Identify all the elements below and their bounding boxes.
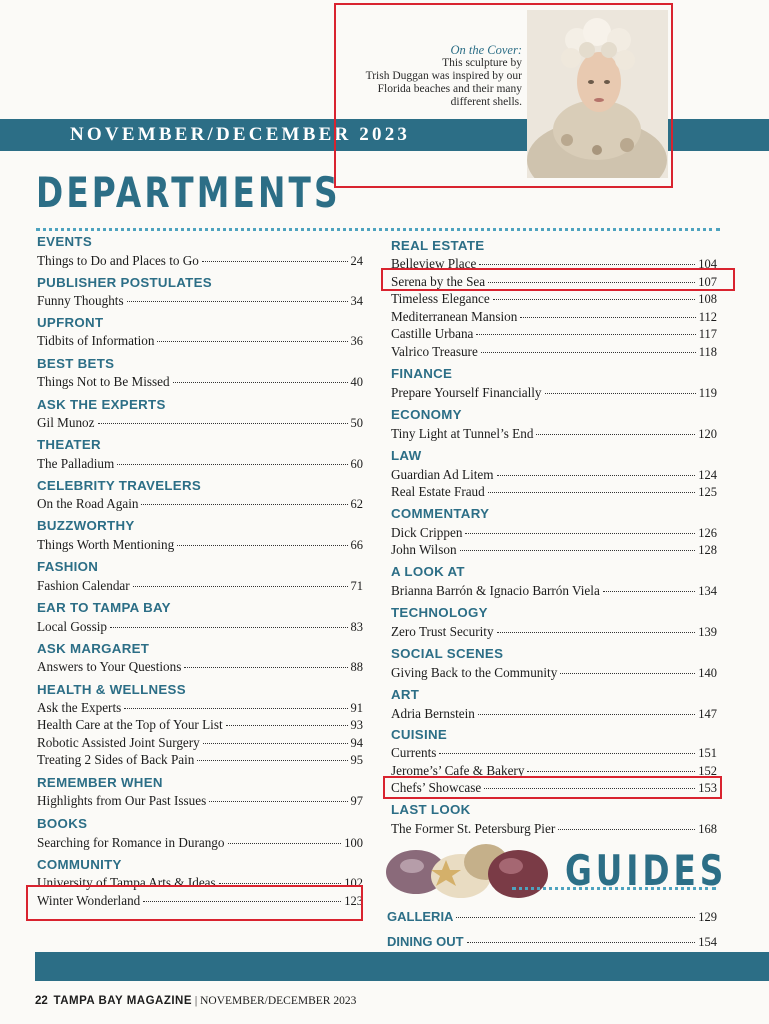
toc-entry[interactable] <box>391 583 717 599</box>
toc-entry[interactable] <box>391 385 717 401</box>
dot-leader <box>558 829 695 830</box>
toc-entry[interactable] <box>37 793 363 809</box>
dot-leader <box>603 591 695 592</box>
dot-leader <box>117 464 347 465</box>
entry-page: 24 <box>350 254 363 268</box>
toc-entry[interactable] <box>391 467 717 483</box>
guides-heading: GUIDES <box>565 846 728 895</box>
toc-entry[interactable] <box>391 326 717 342</box>
dot-leader <box>520 317 695 318</box>
ornaments-illustration <box>386 838 556 900</box>
entry-title: University of Tampa Arts & Ideas <box>37 875 216 890</box>
section-upfront: UPFRONT <box>37 315 104 330</box>
dot-leader <box>476 334 695 335</box>
entry-title: Highlights from Our Past Issues <box>37 793 207 808</box>
dot-leader <box>478 714 695 715</box>
dot-leader <box>209 801 347 802</box>
entry-title: John Wilson <box>391 542 457 557</box>
entry-page: 102 <box>344 876 363 890</box>
entry-page: 112 <box>698 310 717 324</box>
entry-page: 93 <box>350 718 363 732</box>
entry-page: 124 <box>698 468 717 482</box>
entry-page: 91 <box>350 701 363 715</box>
toc-entry[interactable] <box>37 253 363 269</box>
cover-caption-line: Florida beaches and their many <box>377 83 522 95</box>
entry-page: 40 <box>350 375 363 389</box>
section-celebrity-travelers: CELEBRITY TRAVELERS <box>37 478 202 493</box>
toc-entry[interactable] <box>391 821 717 837</box>
dot-leader <box>141 504 347 505</box>
entry-title: Valrico Treasure <box>391 344 478 359</box>
toc-entry[interactable] <box>391 665 717 681</box>
entry-page: 95 <box>350 753 363 767</box>
dot-leader <box>545 393 696 394</box>
dot-leader <box>481 352 696 353</box>
dot-leader <box>228 843 342 844</box>
section-technology: TECHNOLOGY <box>391 605 488 620</box>
section-real-estate: REAL ESTATE <box>391 238 485 253</box>
dot-leader <box>184 667 347 668</box>
toc-entry[interactable] <box>37 735 363 751</box>
guide-page: 129 <box>698 910 717 924</box>
toc-entry[interactable] <box>37 537 363 553</box>
section-law: LAW <box>391 448 422 463</box>
entry-title: Things Worth Mentioning <box>37 537 175 552</box>
toc-entry[interactable] <box>391 484 717 500</box>
entry-title: Serena by the Sea <box>391 274 486 289</box>
highlight-winter-wonderland <box>26 885 363 921</box>
entry-title: Robotic Assisted Joint Surgery <box>37 735 200 750</box>
entry-title: Giving Back to the Community <box>391 665 558 680</box>
section-health-wellness: HEALTH & WELLNESS <box>37 682 186 697</box>
entry-title: Things Not to Be Missed <box>37 374 170 389</box>
dot-leader <box>465 533 695 534</box>
dot-leader <box>467 942 696 943</box>
dot-leader <box>124 708 347 709</box>
entry-title: Chefs’ Showcase <box>391 780 482 795</box>
dotted-divider <box>512 887 716 890</box>
section-publisher-postulates: PUBLISHER POSTULATES <box>37 275 212 290</box>
entry-title: Tidbits of Information <box>37 333 155 348</box>
entry-page: 100 <box>344 836 363 850</box>
dot-leader <box>133 586 348 587</box>
entry-page: 71 <box>350 579 363 593</box>
entry-title: Jerome’s’ Cafe & Bakery <box>391 763 525 778</box>
entry-title: Prepare Yourself Financially <box>391 385 542 400</box>
entry-title: Winter Wonderland <box>37 893 141 908</box>
dot-leader <box>173 382 348 383</box>
entry-page: 117 <box>698 327 717 341</box>
dot-leader <box>226 725 348 726</box>
section-ask-margaret: ASK MARGARET <box>37 641 150 656</box>
entry-title: Funny Thoughts <box>37 293 124 308</box>
section-ask-the-experts: ASK THE EXPERTS <box>37 397 166 412</box>
entry-title: Guardian Ad Litem <box>391 467 494 482</box>
entry-title: Castille Urbana <box>391 326 474 341</box>
highlight-serena-by-the-sea <box>381 268 735 291</box>
dot-leader <box>219 883 342 884</box>
entry-page: 107 <box>698 275 717 289</box>
toc-entry[interactable] <box>37 374 363 390</box>
dot-leader <box>110 627 348 628</box>
section-ear-to-tampa-bay: EAR TO TAMPA BAY <box>37 600 171 615</box>
toc-entry[interactable] <box>37 496 363 512</box>
entry-page: 147 <box>698 707 717 721</box>
dot-leader <box>560 673 695 674</box>
entry-page: 152 <box>698 764 717 778</box>
section-commentary: COMMENTARY <box>391 506 490 521</box>
entry-page: 125 <box>698 485 717 499</box>
dot-leader <box>202 261 348 262</box>
highlight-chefs-showcase <box>383 776 722 799</box>
section-art: ART <box>391 687 420 702</box>
section-events: EVENTS <box>37 234 93 249</box>
entry-page: 94 <box>350 736 363 750</box>
toc-entry[interactable] <box>37 578 363 594</box>
guide-entry-galleria[interactable] <box>387 909 717 925</box>
section-finance: FINANCE <box>391 366 453 381</box>
entry-page: 134 <box>698 584 717 598</box>
entry-title: Zero Trust Security <box>391 624 494 639</box>
entry-title: Gil Munoz <box>37 415 95 430</box>
guide-title: DINING OUT <box>387 934 464 949</box>
guide-title: GALLERIA <box>387 909 454 924</box>
cover-sculpture-image <box>527 10 668 178</box>
entry-page: 128 <box>698 543 717 557</box>
entry-title: Mediterranean Mansion <box>391 309 518 324</box>
issue-banner: NOVEMBER/DECEMBER 2023 <box>70 124 411 145</box>
entry-title: Brianna Barrón & Ignacio Barrón Viela <box>391 583 600 598</box>
dot-leader <box>197 760 347 761</box>
entry-title: Real Estate Fraud <box>391 484 485 499</box>
entry-title: Treating 2 Sides of Back Pain <box>37 752 195 767</box>
entry-title: Dick Crippen <box>391 525 463 540</box>
cover-caption <box>340 44 522 109</box>
toc-entry[interactable] <box>37 619 363 635</box>
dot-leader <box>460 550 696 551</box>
dot-leader <box>536 434 695 435</box>
dotted-divider <box>36 228 720 231</box>
entry-page: 119 <box>698 386 717 400</box>
footer-issue: NOVEMBER/DECEMBER 2023 <box>200 995 357 1007</box>
section-buzzworthy: BUZZWORTHY <box>37 518 135 533</box>
toc-entry[interactable] <box>37 700 363 716</box>
entry-page: 36 <box>350 334 363 348</box>
departments-heading: DEPARTMENTS <box>36 168 341 217</box>
section-a-look-at: A LOOK AT <box>391 564 465 579</box>
entry-title: Things to Do and Places to Go <box>37 253 199 268</box>
section-last-look: LAST LOOK <box>391 802 471 817</box>
entry-page: 50 <box>350 416 363 430</box>
cover-caption-line: different shells. <box>450 96 522 108</box>
entry-title: Health Care at the Top of Your List <box>37 717 223 732</box>
section-books: BOOKS <box>37 816 88 831</box>
entry-page: 34 <box>350 294 363 308</box>
section-economy: ECONOMY <box>391 407 462 422</box>
dot-leader <box>203 743 348 744</box>
guide-entry-dining-out[interactable] <box>387 934 717 950</box>
dot-leader <box>456 917 695 918</box>
toc-entry[interactable] <box>37 659 363 675</box>
toc-entry[interactable] <box>391 291 717 307</box>
entry-page: 104 <box>698 257 717 271</box>
entry-title: Tiny Light at Tunnel’s End <box>391 426 534 441</box>
entry-title: Currents <box>391 745 437 760</box>
section-remember-when: REMEMBER WHEN <box>37 775 163 790</box>
dot-leader <box>493 299 695 300</box>
shell-sculpture-illustration <box>527 10 668 178</box>
dot-leader <box>527 771 695 772</box>
entry-title: Local Gossip <box>37 619 107 634</box>
section-community: COMMUNITY <box>37 857 122 872</box>
entry-page: 151 <box>698 746 717 760</box>
entry-page: 66 <box>350 538 363 552</box>
entry-title: Fashion Calendar <box>37 578 130 593</box>
section-cuisine: CUISINE <box>391 727 448 742</box>
toc-entry[interactable] <box>391 706 717 722</box>
section-best-bets: BEST BETS <box>37 356 115 371</box>
dot-leader <box>157 341 347 342</box>
toc-entry[interactable] <box>37 717 363 733</box>
entry-title: Answers to Your Questions <box>37 659 182 674</box>
entry-title: Adria Bernstein <box>391 706 475 721</box>
toc-entry[interactable] <box>391 426 717 442</box>
entry-page: 140 <box>698 666 717 680</box>
entry-title: Ask the Experts <box>37 700 122 715</box>
toc-entry[interactable] <box>37 456 363 472</box>
toc-entry[interactable] <box>391 344 717 360</box>
dot-leader <box>479 264 695 265</box>
dot-leader <box>439 753 695 754</box>
entry-page: 126 <box>698 526 717 540</box>
entry-page: 97 <box>350 794 363 808</box>
section-social-scenes: SOCIAL SCENES <box>391 646 504 661</box>
entry-page: 62 <box>350 497 363 511</box>
dot-leader <box>177 545 347 546</box>
cover-caption-line: This sculpture by <box>442 57 522 69</box>
footer-page-number: 22 <box>35 995 48 1007</box>
entry-page: 139 <box>698 625 717 639</box>
toc-entry[interactable] <box>37 293 363 309</box>
entry-page: 83 <box>350 620 363 634</box>
footer-separator: | <box>194 995 198 1007</box>
entry-title: On the Road Again <box>37 496 139 511</box>
section-fashion: FASHION <box>37 559 99 574</box>
guide-page: 154 <box>698 935 717 949</box>
dot-leader <box>127 301 348 302</box>
toc-entry[interactable] <box>37 415 363 431</box>
bottom-banner-band <box>35 952 769 981</box>
entry-page: 118 <box>698 345 717 359</box>
entry-page: 120 <box>698 427 717 441</box>
dot-leader <box>488 492 696 493</box>
cover-caption-line: Trish Duggan was inspired by our <box>365 70 522 82</box>
entry-title: The Palladium <box>37 456 115 471</box>
entry-page: 60 <box>350 457 363 471</box>
dot-leader <box>497 632 696 633</box>
entry-title: Timeless Elegance <box>391 291 490 306</box>
toc-entry[interactable] <box>391 745 717 761</box>
dot-leader <box>497 475 696 476</box>
footer-magazine-name: TAMPA BAY MAGAZINE <box>53 995 193 1007</box>
toc-entry[interactable] <box>37 752 363 768</box>
toc-entry[interactable] <box>37 333 363 349</box>
toc-entry[interactable] <box>391 542 717 558</box>
toc-entry[interactable] <box>37 835 363 851</box>
entry-page: 88 <box>350 660 363 674</box>
entry-title: Searching for Romance in Durango <box>37 835 225 850</box>
toc-entry[interactable] <box>391 624 717 640</box>
cover-caption-heading: On the Cover: <box>450 43 522 57</box>
entry-page: 168 <box>698 822 717 836</box>
dot-leader <box>98 423 348 424</box>
entry-page: 153 <box>698 781 717 795</box>
section-theater: THEATER <box>37 437 101 452</box>
entry-page: 108 <box>698 292 717 306</box>
toc-entry[interactable] <box>391 525 717 541</box>
entry-title: Belleview Place <box>391 256 477 271</box>
toc-entry[interactable] <box>391 309 717 325</box>
entry-page: 123 <box>344 894 363 908</box>
entry-title: The Former St. Petersburg Pier <box>391 821 556 836</box>
page-footer <box>35 995 356 1007</box>
